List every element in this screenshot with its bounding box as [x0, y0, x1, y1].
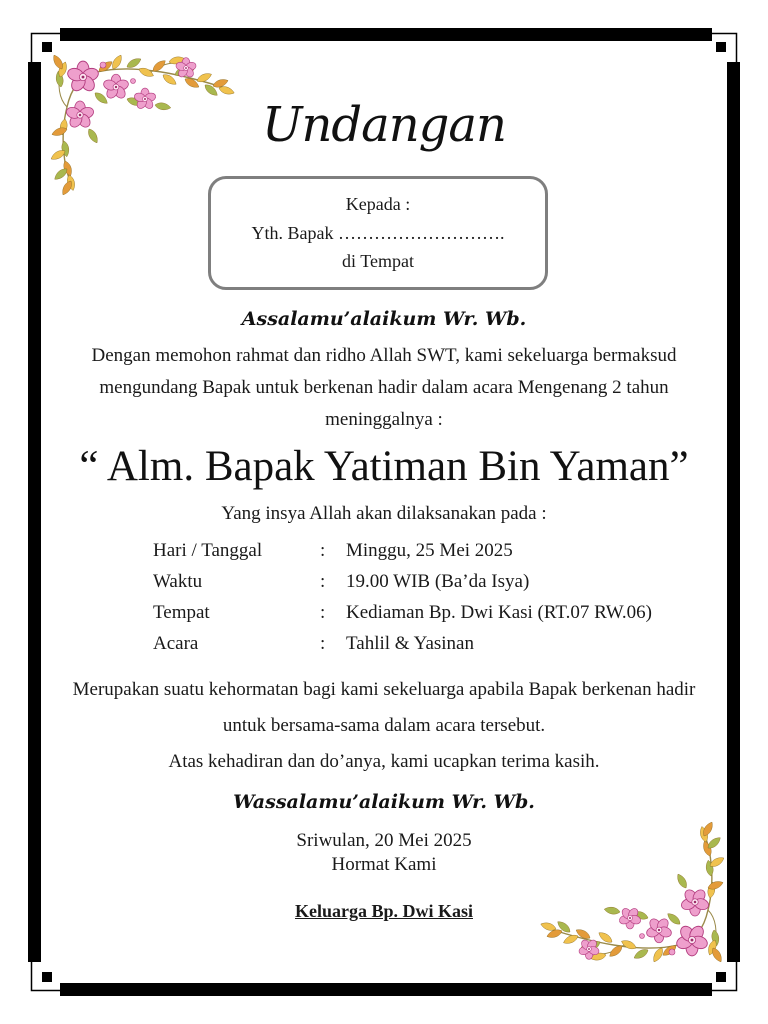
- detail-separator: :: [320, 540, 326, 561]
- recipient-location: di Tempat: [342, 251, 414, 271]
- detail-separator: :: [320, 571, 326, 592]
- detail-row-place: [0, 597, 768, 628]
- detail-row-date: [0, 535, 768, 566]
- intro-line: meninggalnya :: [325, 409, 443, 430]
- event-details: [0, 535, 768, 659]
- intro-line: mengundang Bapak untuk berkenan hadir dalam acara Mengenang 2 tahun: [99, 377, 669, 398]
- opening-greeting: Assalamu’alaikum Wr. Wb.: [241, 308, 527, 330]
- detail-value: Minggu, 25 Mei 2025: [346, 540, 513, 561]
- detail-label: Waktu: [153, 571, 203, 592]
- signature-regards: Hormat Kami: [331, 854, 437, 875]
- detail-separator: :: [320, 602, 326, 623]
- closing-line: Merupakan suatu kehormatan bagi kami sekeluarga apabila Bapak berkenan hadir: [72, 679, 696, 700]
- closing-line: Atas kehadiran dan do’anya, kami ucapkan terima kasih.: [168, 751, 600, 772]
- recipient-addressee-line: Yth. Bapak ……………………….: [251, 223, 505, 243]
- detail-value: Tahlil & Yasinan: [346, 633, 474, 654]
- closing-greeting: Wassalamu’alaikum Wr. Wb.: [233, 791, 535, 813]
- intro-line: Dengan memohon rahmat dan ridho Allah SWT, kami sekeluarga bermaksud: [91, 345, 677, 366]
- detail-label: Acara: [153, 633, 199, 654]
- honoree-name: “ Alm. Bapak Yatiman Bin Yaman”: [79, 443, 689, 490]
- intro-paragraph: [0, 340, 768, 436]
- closing-paragraph: [0, 672, 768, 780]
- recipient-box: [208, 176, 548, 290]
- detail-value: 19.00 WIB (Ba’da Isya): [346, 571, 530, 592]
- signature-place-date: Sriwulan, 20 Mei 2025: [296, 830, 472, 851]
- detail-separator: :: [320, 633, 326, 654]
- detail-row-time: [0, 566, 768, 597]
- detail-value: Kediaman Bp. Dwi Kasi (RT.07 RW.06): [346, 602, 652, 623]
- invitation-title: Undangan: [262, 97, 506, 153]
- detail-label: Tempat: [153, 602, 210, 623]
- detail-label: Hari / Tanggal: [153, 540, 263, 561]
- schedule-intro: Yang insya Allah akan dilaksanakan pada :: [221, 503, 547, 524]
- recipient-to-label: Kepada :: [345, 194, 411, 214]
- closing-line: untuk bersama-sama dalam acara tersebut.: [222, 715, 546, 736]
- detail-row-event: [0, 628, 768, 659]
- signature-sender: Keluarga Bp. Dwi Kasi: [294, 901, 473, 921]
